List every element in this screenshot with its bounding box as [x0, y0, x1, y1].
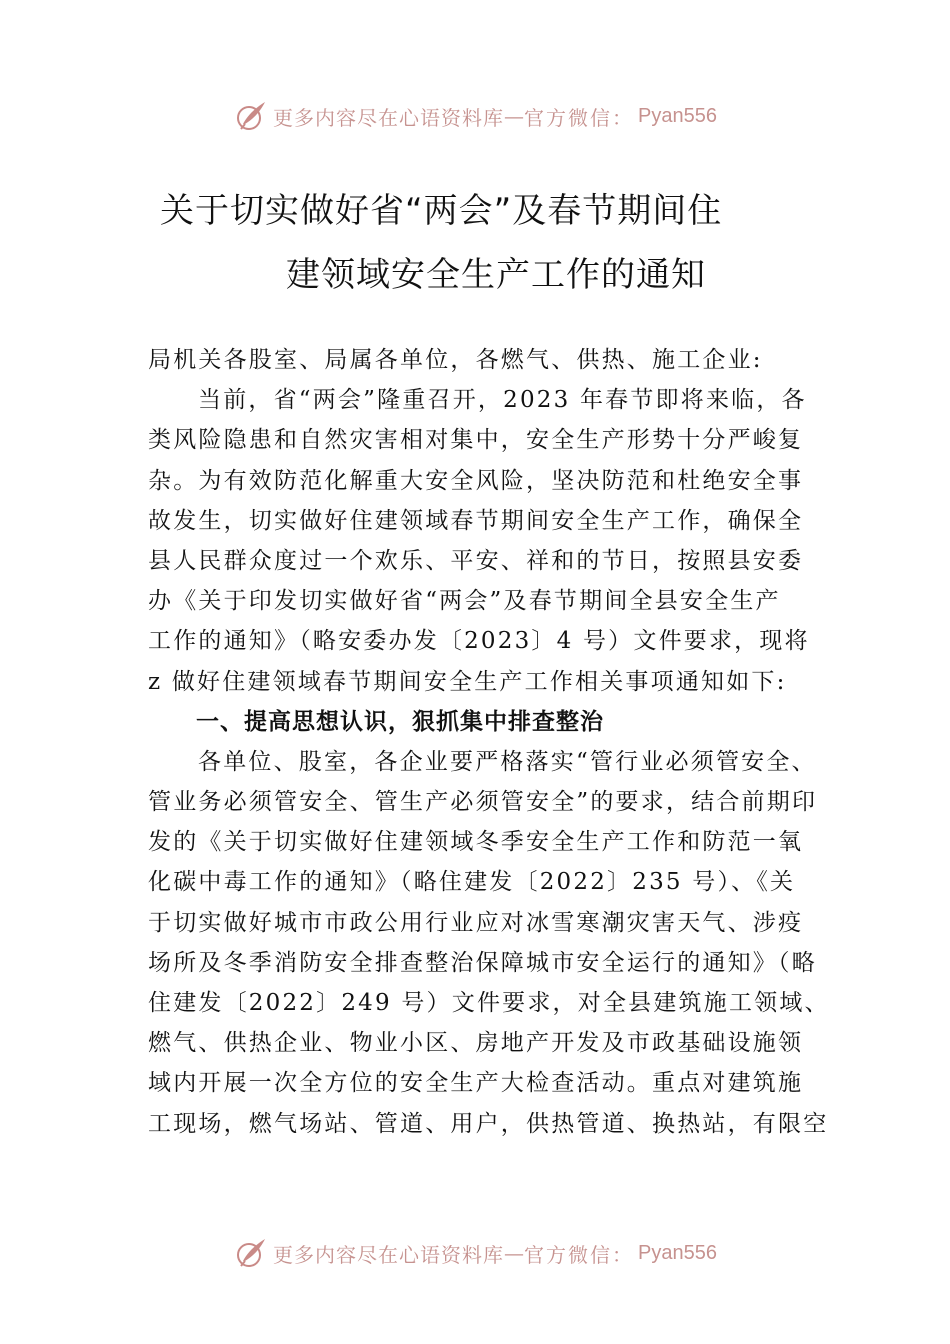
paragraph-line: 域内开展一次全方位的安全生产大检查活动。重点对建筑施	[148, 1070, 804, 1097]
quill-logo-icon	[233, 98, 269, 134]
paragraph-line: 燃气、供热企业、物业小区、房地产开发及市政基础设施领	[148, 1030, 804, 1057]
watermark-wechat-id: Pyan556	[638, 104, 717, 127]
salutation: 局机关各股室、局属各单位，各燃气、供热、施工企业:	[148, 347, 763, 373]
paragraph-line: 住建发〔2022〕249 号）文件要求，对全县建筑施工领域、	[148, 990, 830, 1016]
paragraph-line: z 做好住建领域春节期间安全生产工作相关事项通知如下:	[148, 668, 787, 695]
paragraph-line: 县人民群众度过一个欢乐、平安、祥和的节日，按照县安委	[148, 547, 804, 574]
document-title-line-1: 关于切实做好省“两会”及春节期间住	[160, 191, 723, 231]
watermark-header	[0, 96, 950, 136]
paragraph-line: 类风险隐患和自然灾害相对集中，安全生产形势十分严峻复	[148, 427, 804, 454]
paragraph-line: 工作的通知》（略安委办发〔2023〕4 号）文件要求，现将	[148, 628, 810, 655]
watermark-dash: —	[504, 1241, 525, 1265]
watermark-wechat-label: 官方微信：	[524, 1242, 635, 1267]
paragraph-line: 于切实做好城市市政公用行业应对冰雪寒潮灾害天气、涉疫	[148, 909, 804, 936]
paragraph-line: 化碳中毒工作的通知》（略住建发〔2022〕235 号）、《关	[148, 869, 796, 896]
paragraph-line: 各单位、股室，各企业要严格落实“管行业必须管安全、	[198, 748, 817, 775]
document-body	[148, 340, 830, 1144]
section-heading-1: 一、提高思想认识，狠抓集中排查整治	[196, 708, 604, 735]
watermark-wechat-id: Pyan556	[638, 1241, 717, 1264]
document-title-line-2: 建领域安全生产工作的通知	[286, 255, 706, 295]
paragraph-line: 场所及冬季消防安全排查整治保障城市安全运行的通知》（略	[148, 949, 817, 976]
watermark-footer	[0, 1233, 950, 1273]
paragraph-line: 杂。为有效防范化解重大安全风险，坚决防范和杜绝安全事	[148, 467, 804, 494]
paragraph-line: 发的《关于切实做好住建领域冬季安全生产工作和防范一氧	[148, 829, 804, 856]
watermark-wechat-label: 官方微信：	[524, 105, 635, 130]
watermark-main-text: 更多内容尽在心语资料库	[273, 105, 505, 130]
quill-logo-icon	[233, 1235, 269, 1271]
paragraph-line: 办《关于印发切实做好省“两会”及春节期间全县安全生产	[148, 588, 781, 615]
paragraph-line: 故发生，切实做好住建领域春节期间安全生产工作，确保全	[148, 507, 804, 534]
paragraph-line: 工现场，燃气场站、管道、用户，供热管道、换热站，有限空	[148, 1110, 829, 1137]
watermark-main-text: 更多内容尽在心语资料库	[273, 1242, 505, 1267]
watermark-dash: —	[504, 104, 525, 128]
paragraph-line: 当前，省“两会”隆重召开，2023 年春节即将来临，各	[198, 387, 807, 414]
paragraph-line: 管业务必须管安全、管生产必须管安全”的要求，结合前期印	[148, 789, 818, 816]
